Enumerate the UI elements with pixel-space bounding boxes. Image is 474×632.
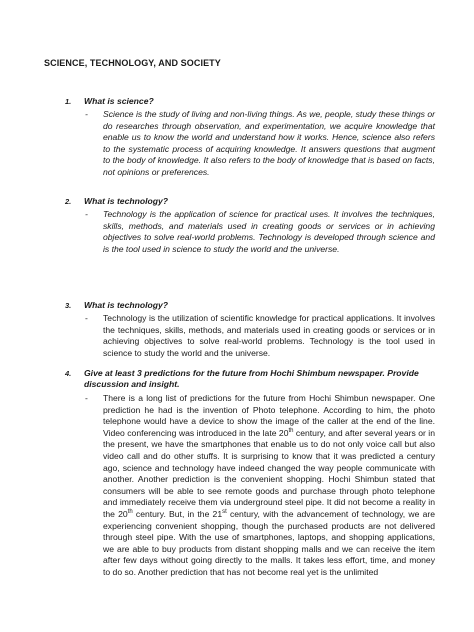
ordinal-suffix: th (127, 509, 133, 516)
answer-text: Technology is the utilization of scientific knowledge for practical applications. It involves the techniques, skills, methods, and materials used in creating goods or services or in achieving objectives to solve real-world problems. Technology is the tool used in science to study the world and the universe. (103, 313, 435, 358)
question-item-3 (65, 300, 435, 359)
dash-bullet: - (85, 109, 88, 119)
answer-text: Science is the study of living and non-living things. As we, people, study these things or do researches through observation, and experimentation, we acquire knowledge that enable us to know the world and understand how it works. Hence, science also refers to the systematic process of acquiring knowledge. It answers questions that augment to the body of knowledge. It also refers to the body of knowledge that is based on facts, not opinions or preferences. (103, 109, 435, 177)
answer-segment: century, with the advancement of technology, we are experiencing convenient shopping, though the purchased products are not delivered through steel pipe. With the use of smartphones, laptops, and shopping applications, we are able to buy products from distant shopping malls and we can receive the item after few days without going directly to the malls. It takes less effort, time, and money to do so. Another prediction that has not become real yet is the unlimited (103, 508, 435, 577)
answer-segment: century, and after several years or in the present, we have the smartphones that enable us to do not only voice call but also video call and do other stuffs. It is surprising to know that it was predicted a century ago, science and technology have indeed changed the way people communicate with another. Another prediction is the convenient shopping. Hochi Shimbun stated that consumers will be able to see remote goods and purchase through photo telephone and immediately receive them via underground steel pipe. It did not become a reality in the 20 (103, 427, 435, 519)
question-item-1 (65, 96, 435, 179)
ordinal-suffix: th (288, 427, 294, 434)
question-text: Give at least 3 predictions for the future from Hochi Shimbum newspaper. Provide discussion and insight. (84, 368, 419, 389)
answer-block (65, 109, 435, 179)
question-number: 3. (65, 301, 72, 310)
question-number: 1. (65, 97, 72, 106)
answer-segment: There is a long list of predictions for the future from Hochi Shimbun newspaper. One prediction he had is the invention of Photo telephone. According to him, the photo telephone would have a device to show the image of the caller at the end of the line. Video conferencing was introduced in the late 20 (103, 393, 435, 438)
ordinal-suffix: st (222, 509, 227, 516)
question-text: What is technology? (84, 300, 169, 310)
question-item-4 (65, 368, 435, 579)
question-heading (65, 96, 435, 107)
question-text: What is science? (84, 96, 154, 106)
question-number: 4. (65, 369, 72, 378)
question-number: 2. (65, 197, 72, 206)
question-item-2 (65, 196, 435, 255)
answer-text: Technology is the application of science for practical uses. It involves the techniques, skills, methods, and materials used in creating goods or services or in achieving objectives to solve real-world problems. Technology is developed through science and is the tool used in science to study the world and the universe. (103, 209, 435, 254)
answer-block (65, 209, 435, 255)
answer-block (65, 393, 435, 579)
question-heading (65, 300, 435, 311)
answer-text (103, 393, 435, 579)
question-heading (65, 368, 435, 390)
answer-block (65, 313, 435, 359)
document-title: SCIENCE, TECHNOLOGY, AND SOCIETY (44, 58, 221, 68)
dash-bullet: - (85, 209, 88, 219)
answer-segment: century. But, in the 21 (132, 508, 223, 519)
question-heading (65, 196, 435, 207)
dash-bullet: - (85, 313, 88, 323)
question-text: What is technology? (84, 196, 169, 206)
dash-bullet: - (85, 393, 88, 403)
